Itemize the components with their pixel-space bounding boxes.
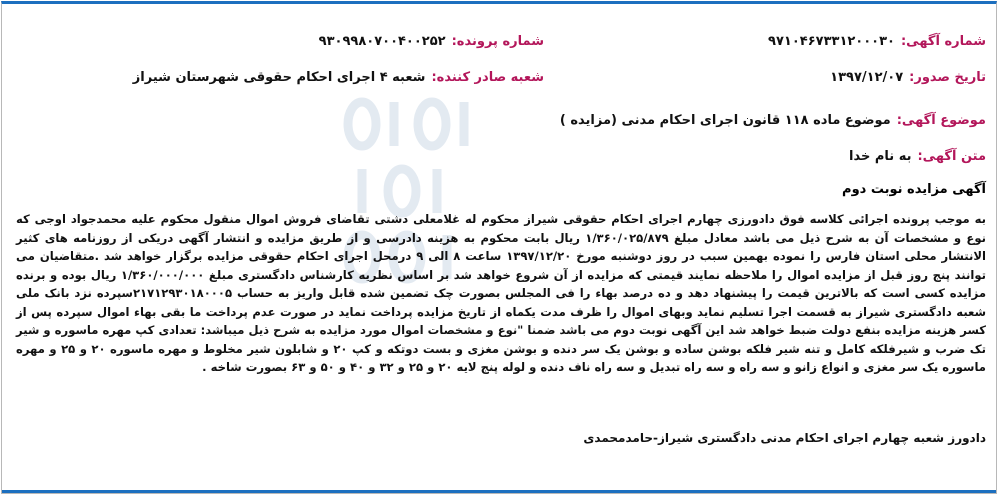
issue-date xyxy=(830,70,986,85)
subject-label: موضوع آگهی: xyxy=(896,113,986,128)
issue-date-value: ۱۳۹۷/۱۲/۰۷ xyxy=(830,70,904,85)
notice-heading: آگهی مزایده نوبت دوم xyxy=(842,182,986,197)
issue-date-label: تاریخ صدور: xyxy=(909,70,986,85)
issuer xyxy=(133,70,544,85)
notice-text-value: به نام خدا xyxy=(849,149,912,164)
subject-value: موضوع ماده ۱۱۸ قانون اجرای احکام مدنی (مزایده ) xyxy=(559,113,891,128)
issuer-value: شعبه ۴ اجرای احکام حقوقی شهرستان شیراز xyxy=(132,70,426,85)
bottom-bar xyxy=(2,490,996,493)
issuer-label: شعبه صادر کننده: xyxy=(431,70,544,85)
case-number-value: ۹۳۰۹۹۸۰۷۰۰۴۰۰۲۵۲ xyxy=(318,34,446,49)
notice-number xyxy=(768,34,986,49)
subject xyxy=(560,113,986,128)
notice-number-value: ۹۷۱۰۴۶۷۳۳۱۲۰۰۰۳۰ xyxy=(768,34,895,49)
notice-text xyxy=(849,149,986,164)
notice-document xyxy=(1,1,997,494)
notice-body: به موجب پرونده اجرائی کلاسه فوق دادورزی چهارم اجرای احکام حقوقی شیراز محکوم له غلامعلی دشتی تقاضای فروش اموال منقول محکوم علیه محمدجواد اوجی که نوع و مشخصات آن به شرح ذیل می باشد معادل مبلغ ۱/۳۶۰/۰۲۵/۸۷۹ ریال بابت محکوم به هزینه دادرسی و از طریق مزایده و انتشار آگهی دریکی از روزنامه های کثیر الانتشار محلی استان فارس را نموده بهمین سبب در روز دوشنبه مورخ ۱۳۹۷/۱۲/۲۰ ساعت ۸ الی ۹ درمحل اجرای احکام حقوقی مزایده برگزار خواهد شد .متقاضیان می توانند پنج روز قبل از مزایده اموال را ملاحظه نمایند قیمتی که مزایده از آن شروع خواهد شد بر اساس نظریه کارشناس دادگستری مبلغ ۱/۳۶۰/۰۰۰/۰۰۰ ریال بوده و برنده مزایده کسی است که بالاترین قیمت را پیشنهاد دهد و ده درصد بهاء را فی المجلس بصورت چک تضمین شده قابل واریز به حساب ۲۱۷۱۲۹۳۰۱۸۰۰۰۵سپرده نزد بانک ملی شعبه دادگستری شیراز به قسمت اجرا تسلیم نماید وبهای اموال را ظرف مدت یکماه از تاریخ مزایده پرداخت نماید در صورت عدم پرداخت ما بقی بهاء اموال سپرده پس از کسر هزینه مزایده بنفع دولت ضبط خواهد شد این آگهی نوبت دوم می باشد ضمنا "نوع و مشخصات اموال مورد مزایده به شرح ذیل میباشد: تعدادی کپ مهره ماسوره و شیر تک ضرب و شیرفلکه کامل و تنه شیر فلکه بوشن ساده و بوشن یک سر دنده و بوشن مغزی و بست دوتکه و کپ ۲۰ و شابلون شیر مخلوط و مهره ماسوره ۲۰ و ۲۵ و مهره ماسوره یک سر مغزی و انواع زانو و سه راه و سه راه تبدیل و سه راه ناف دنده و لوله پنج لایه ۲۰ و ۲۵ و ۳۲ و ۴۰ و ۵۰ و ۶۳ بصورت شاخه . xyxy=(16,212,987,374)
notice-text-label: متن آگهی: xyxy=(917,149,986,164)
case-number-label: شماره پرونده: xyxy=(451,34,544,49)
notice-number-label: شماره آگهی: xyxy=(900,34,986,49)
case-number xyxy=(319,34,544,49)
signature: دادورز شعبه چهارم اجرای احکام مدنی دادگستری شیراز-حامدمحمدی xyxy=(583,431,986,445)
